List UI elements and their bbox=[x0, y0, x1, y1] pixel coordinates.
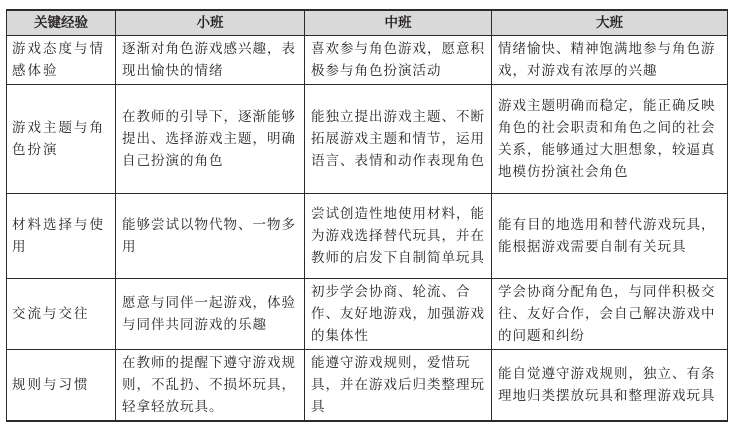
middle-class-cell: 能独立提出游戏主题、不断拓展游戏主题和情节，运用语言、表情和动作表现角色 bbox=[305, 85, 492, 194]
small-class-cell: 能够尝试以物代物、一物多用 bbox=[116, 194, 305, 279]
middle-class-cell: 喜欢参与角色游戏，愿意积极参与角色扮演活动 bbox=[305, 36, 492, 85]
row-experience-cell: 游戏主题与角色扮演 bbox=[7, 85, 116, 194]
row-experience-cell: 交流与交往 bbox=[7, 279, 116, 350]
key-experience-table bbox=[6, 9, 728, 422]
large-class-cell: 游戏主题明确而稳定，能正确反映角色的社会职责和角色之间的社会关系，能够通过大胆想象，较逼真地模仿扮演社会角色 bbox=[492, 85, 728, 194]
header-middle-class: 中班 bbox=[305, 10, 492, 36]
large-class-cell: 情绪愉快、精神饱满地参与角色游戏，对游戏有浓厚的兴趣 bbox=[492, 36, 728, 85]
header-key-experience: 关键经验 bbox=[7, 10, 116, 36]
table-header-row bbox=[7, 10, 728, 36]
table-row bbox=[7, 36, 728, 85]
small-class-cell: 在教师的引导下，逐渐能够提出、选择游戏主题，明确自己扮演的角色 bbox=[116, 85, 305, 194]
large-class-cell: 学会协商分配角色，与同伴积极交往、友好合作，会自己解决游戏中的问题和纠纷 bbox=[492, 279, 728, 350]
middle-class-cell: 尝试创造性地使用材料，能为游戏选择替代玩具，并在教师的启发下自制简单玩具 bbox=[305, 194, 492, 279]
large-class-cell: 能有目的地选用和替代游戏玩具，能根据游戏需要自制有关玩具 bbox=[492, 194, 728, 279]
header-large-class: 大班 bbox=[492, 10, 728, 36]
small-class-cell: 在教师的提醒下遵守游戏规则，不乱扔、不损坏玩具，轻拿轻放玩具。 bbox=[116, 350, 305, 422]
table-row bbox=[7, 350, 728, 422]
document-page bbox=[6, 9, 727, 422]
middle-class-cell: 能遵守游戏规则，爱惜玩具，并在游戏后归类整理玩具 bbox=[305, 350, 492, 422]
table-row bbox=[7, 194, 728, 279]
middle-class-cell: 初步学会协商、轮流、合作、友好地游戏，加强游戏的集体性 bbox=[305, 279, 492, 350]
row-experience-cell: 材料选择与使用 bbox=[7, 194, 116, 279]
header-small-class: 小班 bbox=[116, 10, 305, 36]
table-row bbox=[7, 85, 728, 194]
row-experience-cell: 游戏态度与情感体验 bbox=[7, 36, 116, 85]
small-class-cell: 逐渐对角色游戏感兴趣，表现出愉快的情绪 bbox=[116, 36, 305, 85]
table-row bbox=[7, 279, 728, 350]
small-class-cell: 愿意与同伴一起游戏，体验与同伴共同游戏的乐趣 bbox=[116, 279, 305, 350]
large-class-cell: 能自觉遵守游戏规则，独立、有条理地归类摆放玩具和整理游戏玩具 bbox=[492, 350, 728, 422]
row-experience-cell: 规则与习惯 bbox=[7, 350, 116, 422]
